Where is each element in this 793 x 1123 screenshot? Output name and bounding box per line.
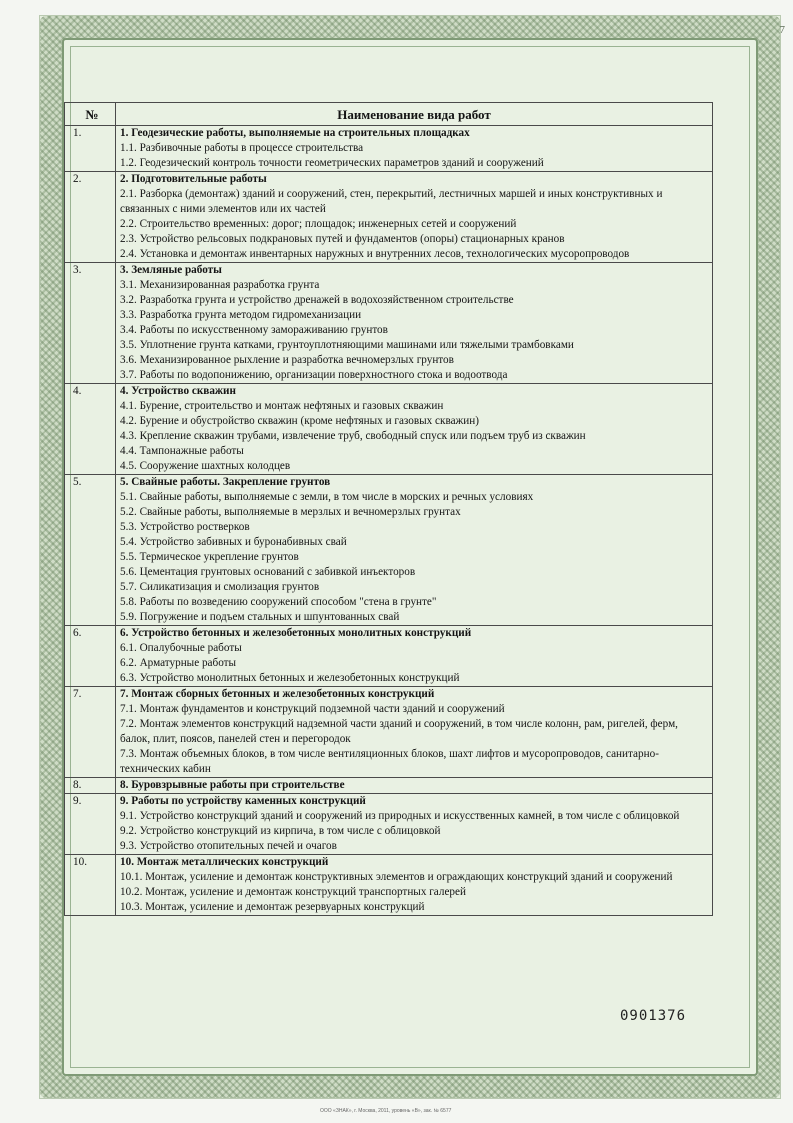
work-item: 4.1. Бурение, строительство и монтаж нефтяных и газовых скважин xyxy=(120,400,444,412)
section-content xyxy=(116,626,713,687)
table-row xyxy=(65,172,713,263)
work-item: 4.3. Крепление скважин трубами, извлечение труб, свободный спуск или подъем труб из скважин xyxy=(120,430,586,442)
column-header-number: № xyxy=(65,103,116,126)
section-title: 2. Подготовительные работы xyxy=(120,173,267,185)
work-item: 7.2. Монтаж элементов конструкций надземной части зданий и сооружений, в том числе колонн, рам, ригелей, ферм, балок, плит, поясов, панелей стен и перегородок xyxy=(120,718,678,745)
work-item: 1.1. Разбивочные работы в процессе строительства xyxy=(120,142,364,154)
work-item: 3.4. Работы по искусственному замораживанию грунтов xyxy=(120,324,388,336)
section-title: 4. Устройство скважин xyxy=(120,385,236,397)
work-item: 3.6. Механизированное рыхление и разработка вечномерзлых грунтов xyxy=(120,354,454,366)
work-item: 6.1. Опалубочные работы xyxy=(120,642,242,654)
section-number: 3. xyxy=(65,263,116,384)
work-item: 4.2. Бурение и обустройство скважин (кроме нефтяных и газовых скважин) xyxy=(120,415,479,427)
work-item: 10.1. Монтаж, усиление и демонтаж конструктивных элементов и ограждающих конструкций зданий и сооружений xyxy=(120,871,673,883)
work-item: 3.2. Разработка грунта и устройство дренажей в водохозяйственном строительстве xyxy=(120,294,514,306)
section-title: 8. Буровзрывные работы при строительстве xyxy=(120,779,345,791)
work-item: 6.3. Устройство монолитных бетонных и железобетонных конструкций xyxy=(120,672,460,684)
section-content xyxy=(116,263,713,384)
work-item: 5.1. Свайные работы, выполняемые с земли, в том числе в морских и речных условиях xyxy=(120,491,534,503)
table-row xyxy=(65,778,713,794)
table-row xyxy=(65,794,713,855)
section-content xyxy=(116,794,713,855)
work-item: 10.2. Монтаж, усиление и демонтаж конструкций транспортных галерей xyxy=(120,886,466,898)
work-item: 5.7. Силикатизация и смолизация грунтов xyxy=(120,581,320,593)
work-item: 5.5. Термическое укрепление грунтов xyxy=(120,551,299,563)
section-title: 9. Работы по устройству каменных конструкций xyxy=(120,795,366,807)
work-item: 5.3. Устройство ростверков xyxy=(120,521,250,533)
work-item: 5.9. Погружение и подъем стальных и шпунтованных свай xyxy=(120,611,400,623)
work-item: 10.3. Монтаж, усиление и демонтаж резервуарных конструкций xyxy=(120,901,425,913)
work-item: 7.3. Монтаж объемных блоков, в том числе вентиляционных блоков, шахт лифтов и мусоропроводов, санитарно-технических кабин xyxy=(120,748,659,775)
section-content xyxy=(116,172,713,263)
work-item: 5.2. Свайные работы, выполняемые в мерзлых и вечномерзлых грунтах xyxy=(120,506,461,518)
section-content xyxy=(116,778,713,794)
work-item: 4.4. Тампонажные работы xyxy=(120,445,244,457)
table-header-row xyxy=(65,103,713,126)
table-row xyxy=(65,626,713,687)
section-number: 4. xyxy=(65,384,116,475)
work-item: 5.4. Устройство забивных и буронабивных свай xyxy=(120,536,347,548)
section-number: 7. xyxy=(65,687,116,778)
table-row xyxy=(65,475,713,626)
work-item: 4.5. Сооружение шахтных колодцев xyxy=(120,460,291,472)
section-title: 1. Геодезические работы, выполняемые на строительных площадках xyxy=(120,127,470,139)
work-item: 3.1. Механизированная разработка грунта xyxy=(120,279,320,291)
work-item: 9.2. Устройство конструкций из кирпича, в том числе с облицовкой xyxy=(120,825,441,837)
work-item: 5.6. Цементация грунтовых оснований с забивкой инъекторов xyxy=(120,566,416,578)
work-types-table xyxy=(64,102,713,916)
table-row xyxy=(65,263,713,384)
section-title: 7. Монтаж сборных бетонных и железобетонных конструкций xyxy=(120,688,435,700)
section-content xyxy=(116,384,713,475)
section-title: 3. Земляные работы xyxy=(120,264,222,276)
section-content xyxy=(116,475,713,626)
section-number: 10. xyxy=(65,855,116,916)
section-number: 9. xyxy=(65,794,116,855)
work-item: 2.1. Разборка (демонтаж) зданий и сооружений, стен, перекрытий, лестничных маршей и иных конструктивных и связанных с ними элементов или их частей xyxy=(120,188,663,215)
table-row xyxy=(65,855,713,916)
section-title: 5. Свайные работы. Закрепление грунтов xyxy=(120,476,331,488)
work-item: 3.7. Работы по водопонижению, организации поверхностного стока и водоотвода xyxy=(120,369,508,381)
table-body xyxy=(65,126,713,916)
table-row xyxy=(65,384,713,475)
section-number: 8. xyxy=(65,778,116,794)
work-item: 1.2. Геодезический контроль точности геометрических параметров зданий и сооружений xyxy=(120,157,544,169)
section-number: 1. xyxy=(65,126,116,172)
page-number: 7 xyxy=(779,24,785,36)
work-item: 6.2. Арматурные работы xyxy=(120,657,237,669)
work-item: 7.1. Монтаж фундаментов и конструкций подземной части зданий и сооружений xyxy=(120,703,505,715)
table-row xyxy=(65,126,713,172)
work-item: 9.1. Устройство конструкций зданий и сооружений из природных и искусственных камней, в том числе с облицовкой xyxy=(120,810,680,822)
work-item: 2.3. Устройство рельсовых подкрановых путей и фундаментов (опоры) стационарных кранов xyxy=(120,233,565,245)
work-item: 9.3. Устройство отопительных печей и очагов xyxy=(120,840,337,852)
section-content xyxy=(116,126,713,172)
section-title: 10. Монтаж металлических конструкций xyxy=(120,856,329,868)
work-item: 3.5. Уплотнение грунта катками, грунтоуплотняющими машинами или тяжелыми трамбовками xyxy=(120,339,574,351)
section-content xyxy=(116,855,713,916)
column-header-name: Наименование вида работ xyxy=(116,103,713,126)
table-row xyxy=(65,687,713,778)
section-title: 6. Устройство бетонных и железобетонных монолитных конструкций xyxy=(120,627,472,639)
section-number: 6. xyxy=(65,626,116,687)
printer-imprint: ООО «ЗНАК», г. Москва, 2011, уровень «В», зак. № 6577 xyxy=(320,1108,452,1114)
section-number: 2. xyxy=(65,172,116,263)
work-item: 3.3. Разработка грунта методом гидромеханизации xyxy=(120,309,362,321)
serial-number: 0901376 xyxy=(620,1008,687,1024)
work-item: 2.4. Установка и демонтаж инвентарных наружных и внутренних лесов, технологических мусоропроводов xyxy=(120,248,630,260)
section-number: 5. xyxy=(65,475,116,626)
section-content xyxy=(116,687,713,778)
work-item: 2.2. Строительство временных: дорог; площадок; инженерных сетей и сооружений xyxy=(120,218,517,230)
work-item: 5.8. Работы по возведению сооружений способом "стена в грунте" xyxy=(120,596,437,608)
